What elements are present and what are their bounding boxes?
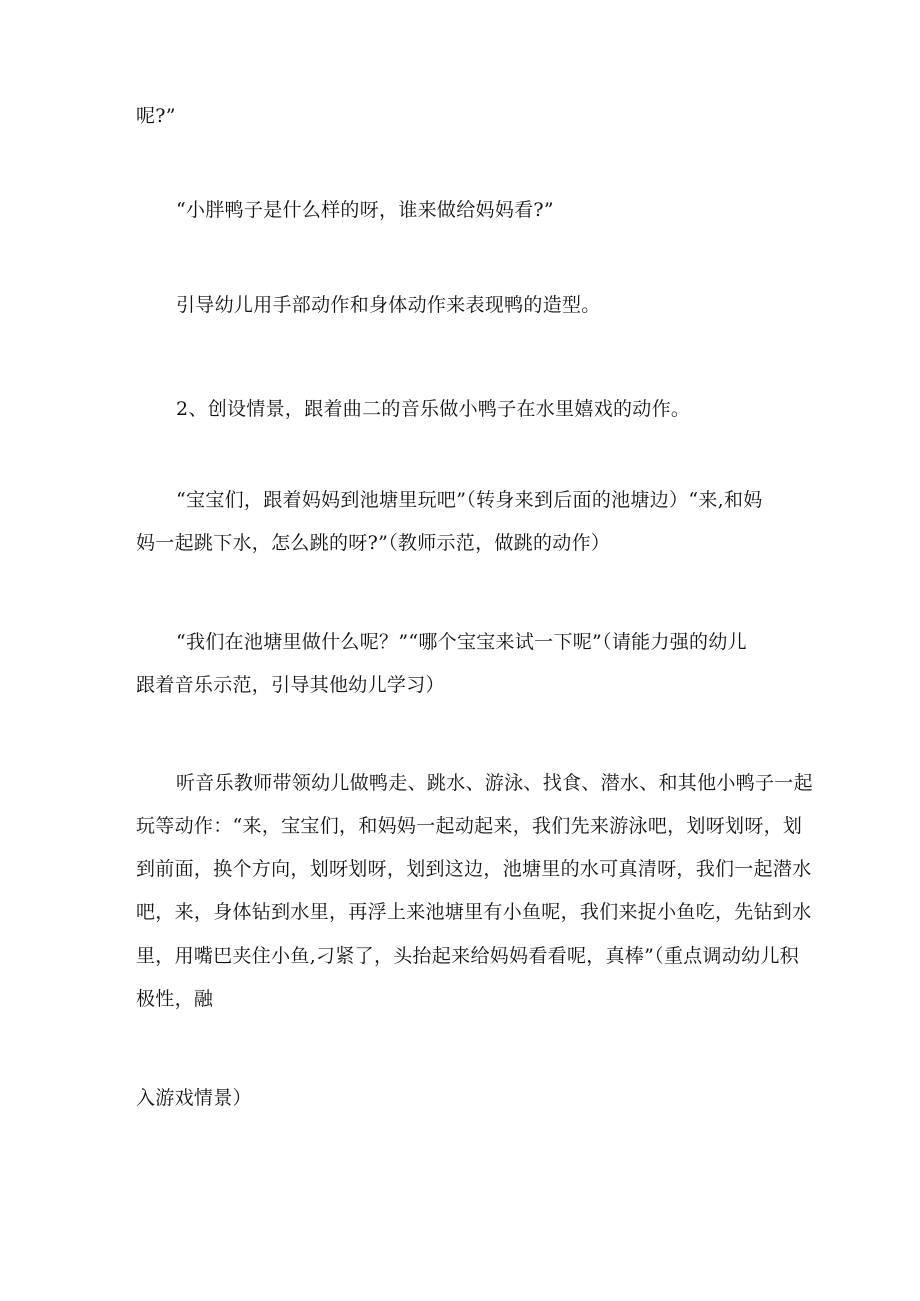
text-line: “我们在池塘里做什么呢？”“哪个宝宝来试一下呢”（请能力强的幼儿 xyxy=(176,631,747,653)
text-line: “小胖鸭子是什么样的呀，谁来做给妈妈看?” xyxy=(176,199,554,221)
section-heading: 2、创设情景，跟着曲二的音乐做小鸭子在水里嬉戏的动作。 xyxy=(176,398,691,420)
text-line: 呢?” xyxy=(136,105,176,127)
text-line: 到前面，换个方向，划呀划呀，划到这边，池塘里的水可真清呀，我们一起潜水 xyxy=(136,858,812,880)
text-line: 引导幼儿用手部动作和身体动作来表现鸭的造型。 xyxy=(176,294,601,316)
text-line: 跟着音乐示范，引导其他幼儿学习） xyxy=(136,674,445,696)
text-line: 妈一起跳下水，怎么跳的呀?”（教师示范，做跳的动作） xyxy=(136,532,611,554)
text-line: “宝宝们，跟着妈妈到池塘里玩吧”（转身来到后面的池塘边）“来,和妈 xyxy=(176,489,763,511)
text-line: 极性，融 xyxy=(136,988,214,1010)
text-line: 玩等动作：“来，宝宝们，和妈妈一起动起来，我们先来游泳吧，划呀划呀，划 xyxy=(136,815,803,837)
text-line: 吧，来，身体钻到水里，再浮上来池塘里有小鱼呢，我们来捉小鱼吃，先钻到水 xyxy=(136,901,812,923)
text-line: 入游戏情景） xyxy=(136,1087,252,1109)
text-line: 听音乐教师带领幼儿做鸭走、跳水、游泳、找食、潜水、和其他小鸭子一起 xyxy=(176,772,813,794)
text-line: 里，用嘴巴夹住小鱼,刁紧了，头抬起来给妈妈看看呢，真棒”（重点调动幼儿积 xyxy=(136,945,800,967)
